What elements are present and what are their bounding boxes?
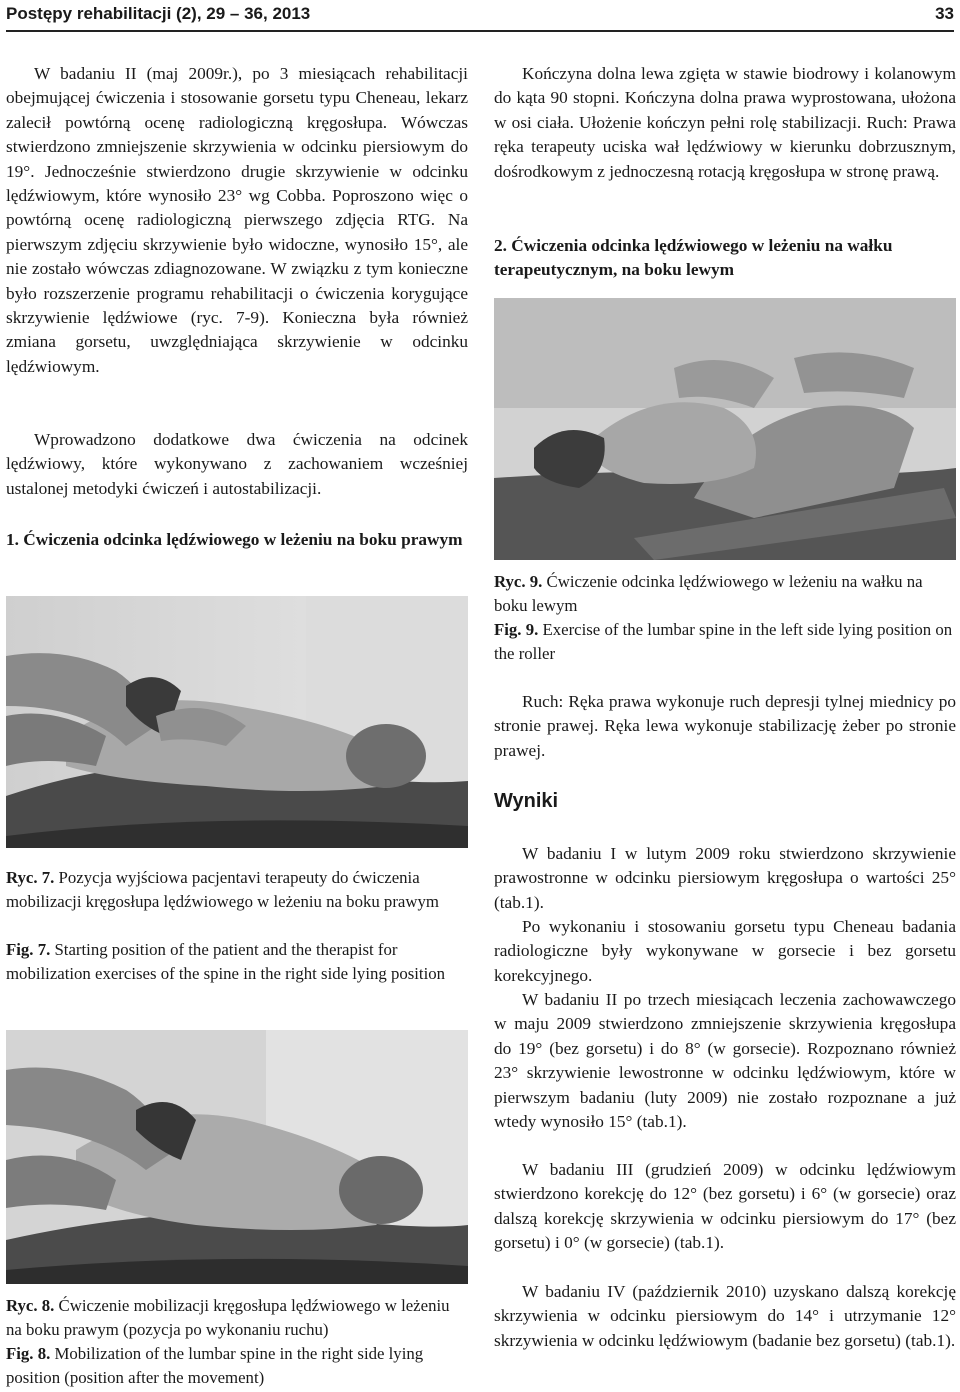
figure-label: Fig. 9. [494,620,539,639]
results-paragraph: W badaniu III (grudzień 2009) w odcinku lędźwiowym stwierdzono korekcję do 12° (bez gorsetu) i 6° (w gorsecie) oraz dalszą korekcję skrzywienia w odcinku piersiowym do 17° (bez gorsetu) i 0° (w gorsecie) (tab.1). [494,1160,956,1253]
figure-9-photo [494,298,956,560]
running-header [6,0,954,32]
caption-text: Starting position of the patient and the therapist for mobilization exercises of the spine in the right side lying position [6,940,446,983]
figure-9-caption-en [494,618,956,666]
subsection-heading: 2. Ćwiczenia odcinka lędźwiowego w leżeniu na wałku terapeutycznym, na boku lewym [494,236,893,280]
section-title-results: Wyniki [494,790,559,812]
figure-label: Fig. 7. [6,940,51,959]
figure-8-photo [6,1030,468,1284]
caption-text: Ćwiczenie odcinka lędźwiowego w leżeniu na wałku na boku lewym [494,572,923,615]
figure-label: Ryc. 9. [494,572,543,591]
body-paragraph: Kończyna dolna lewa zgięta w stawie biodrowy i kolanowym do kąta 90 stopni. Kończyna dolna prawa wyprostowana, ułożona w osi ciała. Ułożenie kończyn pełni rolę stabilizacji. Ruch: Prawa ręka terapeuty uciska wał lędźwiowy w kierunku dobrzusznym, dośrodkowym z jednoczesną rotacją kręgosłupa w stronę prawą. [494,64,956,181]
figure-8-caption-pl [6,1294,468,1342]
caption-text: Exercise of the lumbar spine in the left side lying position on the roller [494,620,953,663]
figure-7-photo [6,596,468,848]
figure-7-caption-en [6,938,468,986]
results-paragraph: Po wykonaniu i stosowaniu gorsetu typu Cheneau badania radiologiczne były wykonywane w gorsecie i bez gorsetu korekcyjnego. [494,917,956,985]
page-number: 33 [935,4,954,23]
body-paragraph: Ruch: Ręka prawa wykonuje ruch depresji tylnej miednicy po stronie prawej. Ręka lewa wykonuje stabilizację żeber po stronie prawej. [494,692,956,760]
figure-9-caption-pl [494,570,956,618]
results-paragraph: W badaniu IV (październik 2010) uzyskano dalszą korekcję skrzywienia w odcinku piersiowym do 14° i utrzymanie 12° skrzywienia w odcinku lędźwiowym (badanie bez gorsetu) (tab.1). [494,1282,956,1350]
caption-text: Pozycja wyjściowa pacjentavi terapeuty do ćwiczenia mobilizacji kręgosłupa lędźwiowego w leżeniu na boku prawym [6,868,439,911]
figure-8-caption-en [6,1342,468,1390]
results-paragraph: W badaniu II po trzech miesiącach leczenia zachowawczego w maju 2009 stwierdzono zmniejszenie skrzywienia kręgosłupa do 19° (bez gorsetu) i do 8° (w gorsecie). Rozpoznano również 23° skrzywienie lewostronne w odcinku lędźwiowym, które w pierwszym badaniu (luty 2009) nie zostało rozpoznane a już wtedy wynosiło 15° (tab.1). [494,990,956,1132]
journal-title: Postępy rehabilitacji (2), 29 – 36, 2013 [6,4,311,23]
caption-text: Ćwiczenie mobilizacji kręgosłupa lędźwiowego w leżeniu na boku prawym (pozycja po wykonaniu ruchu) [6,1296,450,1339]
subsection-heading: 1. Ćwiczenia odcinka lędźwiowego w leżeniu na boku prawym [6,530,463,549]
figure-label: Fig. 8. [6,1344,51,1363]
figure-label: Ryc. 8. [6,1296,55,1315]
body-paragraph: Wprowadzono dodatkowe dwa ćwiczenia na odcinek lędźwiowy, które wykonywano z zachowaniem wcześniej ustalonej metodyki ćwiczeń i autostabilizacji. [6,430,468,498]
figure-label: Ryc. 7. [6,868,55,887]
results-paragraph: W badaniu I w lutym 2009 roku stwierdzono skrzywienie prawostronne w odcinku piersiowym kręgosłupa o wartości 25°(tab.1). [494,844,956,912]
body-paragraph: W badaniu II (maj 2009r.), po 3 miesiącach rehabilitacji obejmującej ćwiczenia i stosowanie gorsetu typu Cheneau, lekarz zalecił powtórną ocenę radiologiczną kręgosłupa. Wówczas stwierdzono zmniejszenie skrzywienia w odcinku piersiowym do 19°. Jednocześnie stwierdzono drugie skrzywienie w odcinku lędźwiowym, które wynosiło 23° wg Cobba. Poproszono więc o powtórną ocenę radiologiczną pierwszego zdjęcia RTG. Na pierwszym zdjęciu skrzywienie było widoczne, wynosiło 15°, ale nie zostało wówczas zdiagnozowane. W związku z tym konieczne było rozszerzenie programu rehabilitacji o ćwiczenia korygujące skrzywienie lędźwiowe (ryc. 7-9). Konieczna była również zmiana gorsetu, uwzględniająca skrzywienie w odcinku lędźwiowym. [6,64,468,376]
caption-text: Mobilization of the lumbar spine in the right side lying position (position after the movement) [6,1344,424,1387]
figure-7-caption-pl [6,866,468,914]
